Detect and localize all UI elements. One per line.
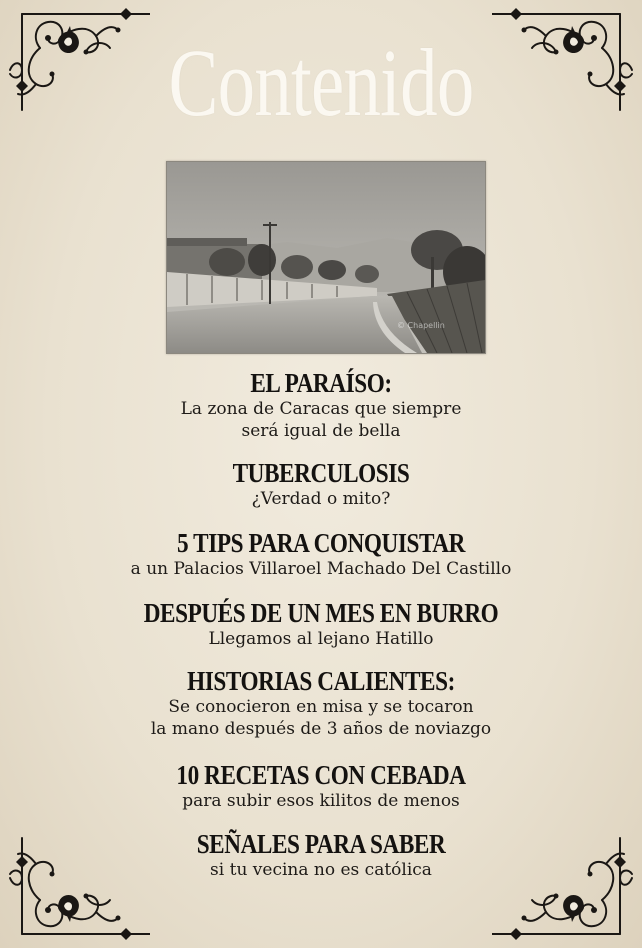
item-heading: TUBERCULOSIS	[232, 458, 410, 488]
street-scene-image	[167, 162, 485, 353]
item-subtitle: será igual de bella	[241, 421, 401, 441]
list-item	[0, 368, 642, 442]
item-subtitle: Se conocieron en misa y se tocaron	[168, 697, 474, 717]
list-item	[0, 666, 642, 740]
item-heading: EL PARAÍSO:	[250, 368, 392, 398]
item-heading: 5 TIPS PARA CONQUISTAR	[177, 528, 465, 558]
item-subtitle: la mano después de 3 años de noviazgo	[150, 719, 492, 739]
photo-credit: © Chapellin	[397, 321, 445, 330]
item-heading: 10 RECETAS CON CEBADA	[176, 760, 466, 790]
item-heading: DESPUÉS DE UN MES EN BURRO	[143, 598, 499, 628]
item-subtitle: a un Palacios Villaroel Machado Del Castillo	[130, 559, 512, 579]
item-subtitle: ¿Verdad o mito?	[251, 489, 391, 509]
item-heading: SEÑALES PARA SABER	[196, 829, 446, 859]
list-item	[0, 829, 642, 881]
item-subtitle: para subir esos kilitos de menos	[182, 791, 460, 811]
item-heading: HISTORIAS CALIENTES:	[187, 666, 455, 696]
item-subtitle: Llegamos al lejano Hatillo	[208, 629, 434, 649]
page-title: Contenido	[168, 29, 474, 136]
item-subtitle: La zona de Caracas que siempre	[180, 399, 462, 419]
list-item	[0, 458, 642, 510]
list-item	[0, 760, 642, 812]
list-item	[0, 528, 642, 580]
vintage-street-photo	[166, 161, 486, 354]
list-item	[0, 598, 642, 650]
item-subtitle: si tu vecina no es católica	[210, 860, 432, 880]
